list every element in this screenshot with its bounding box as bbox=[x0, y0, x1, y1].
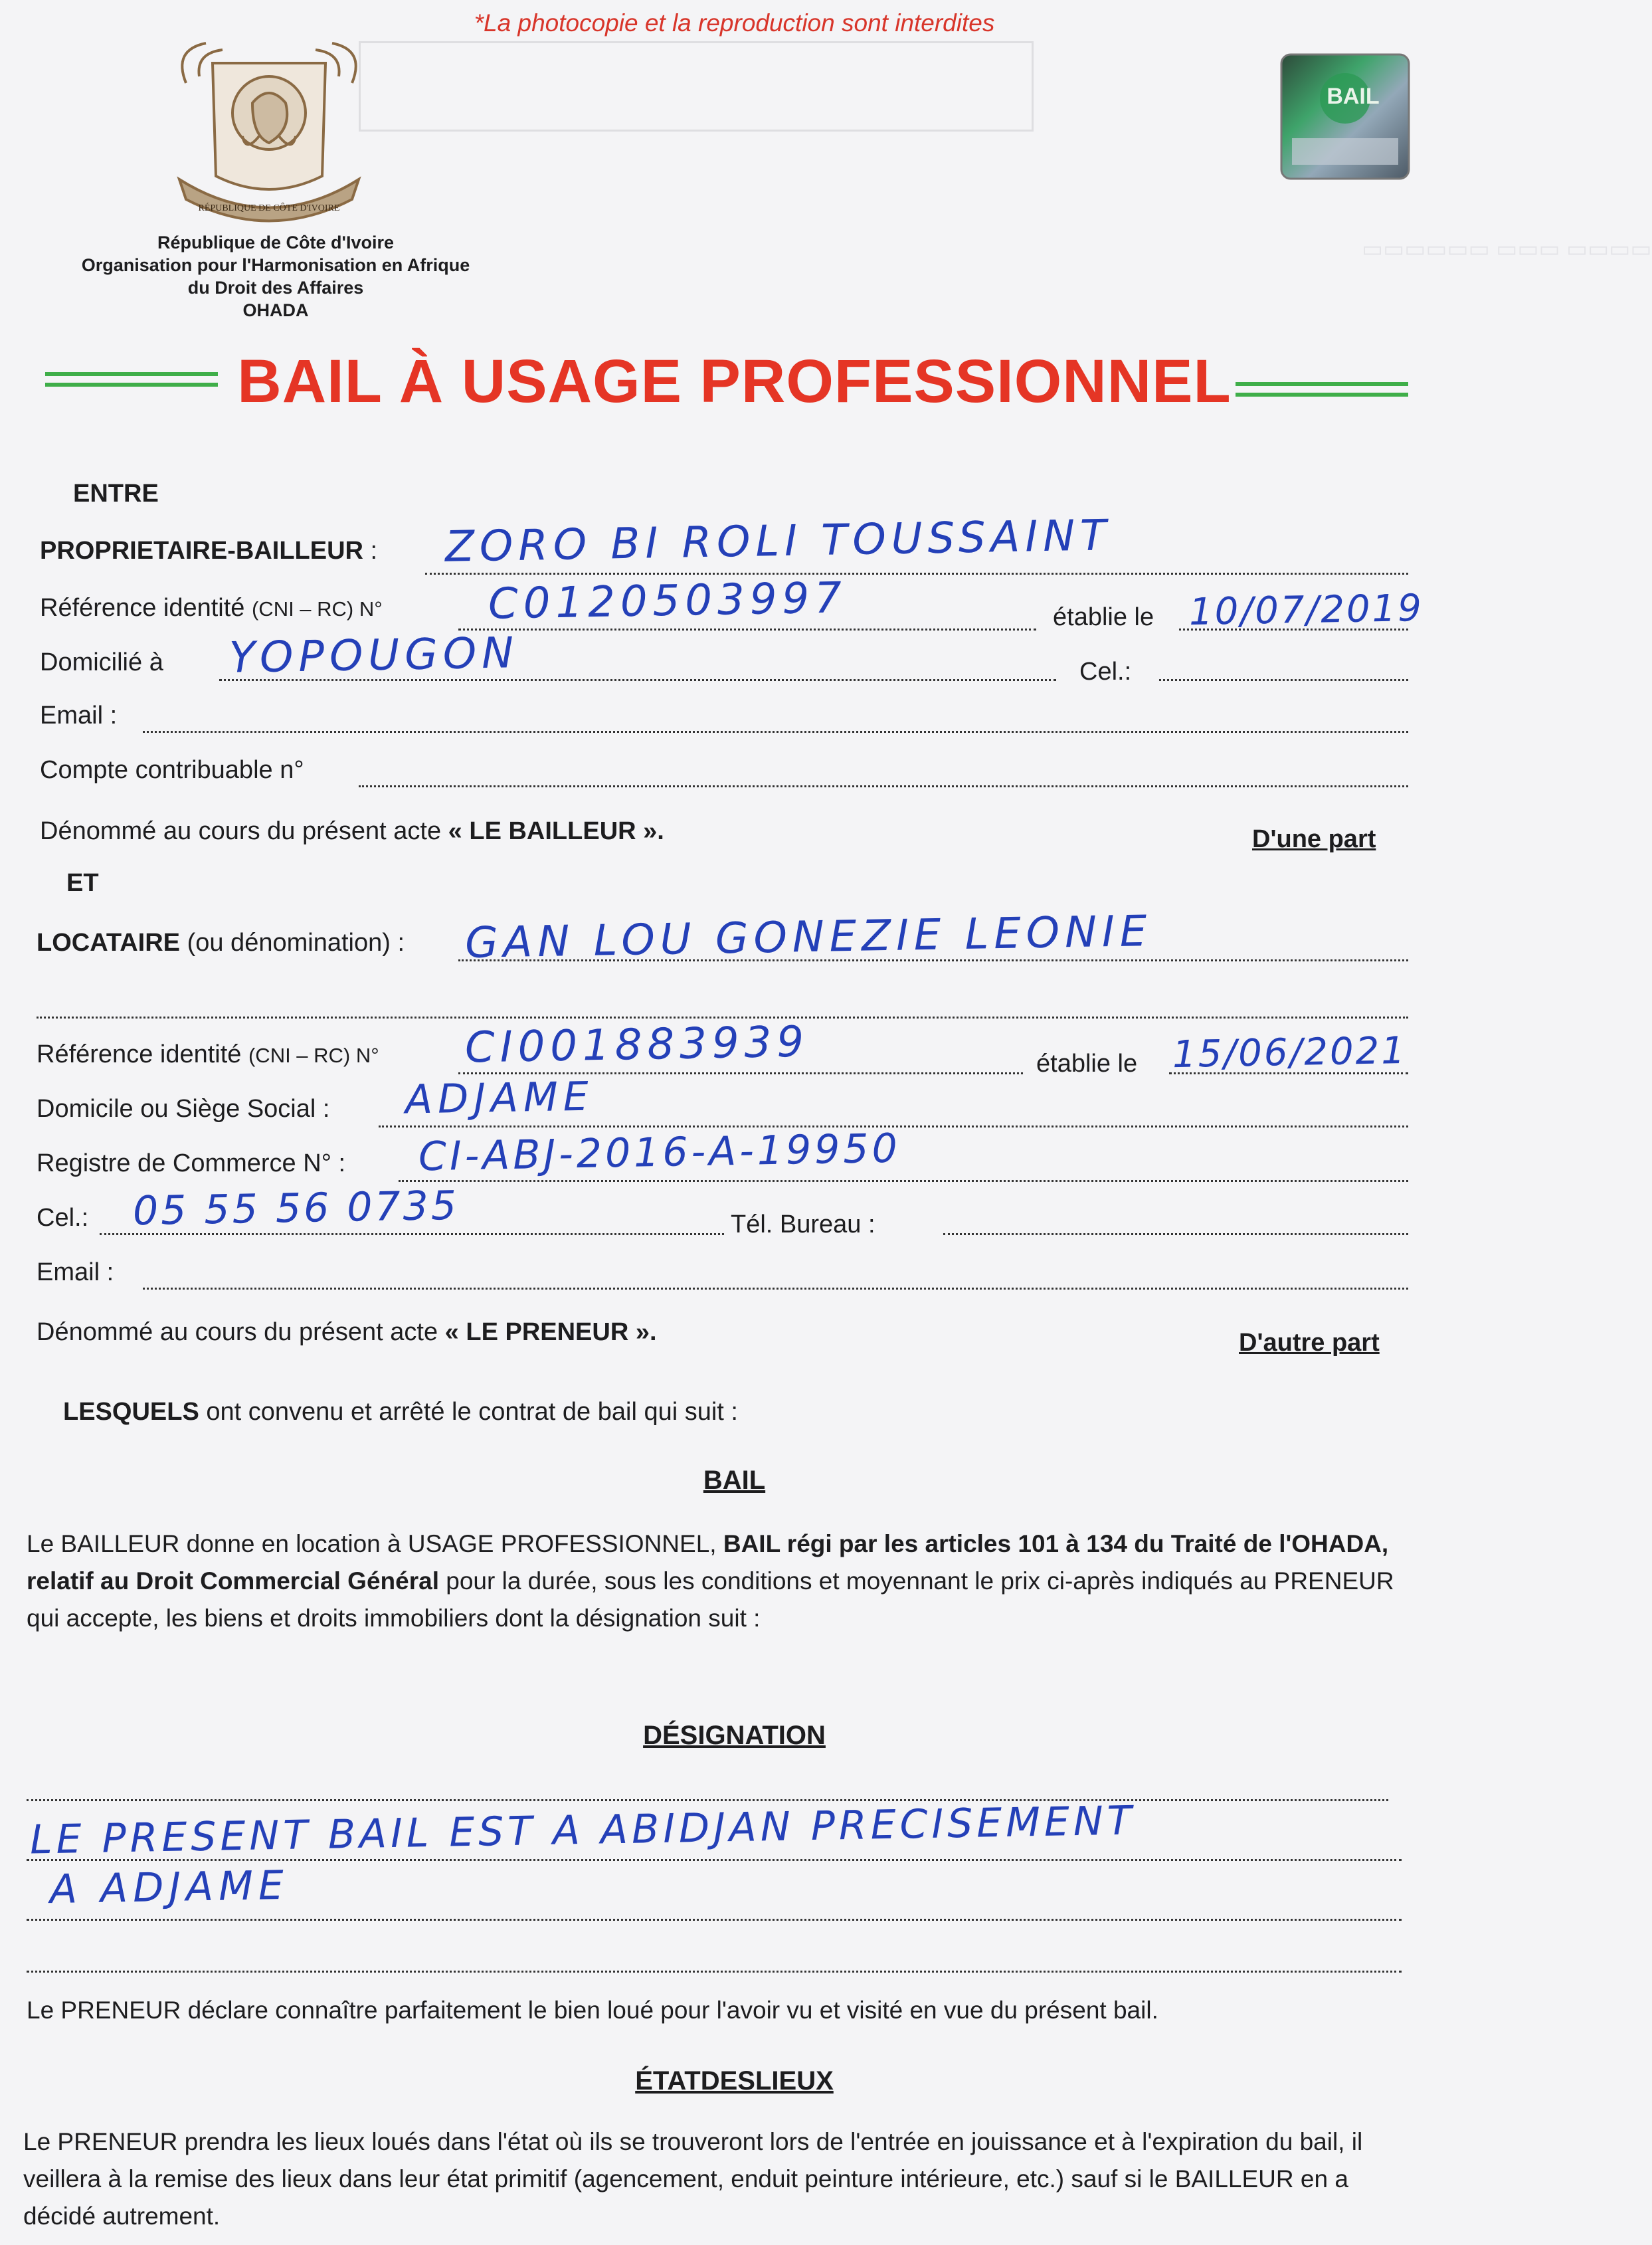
locataire-label-suffix: (ou dénomination) bbox=[187, 929, 391, 957]
bail-p1: Le BAILLEUR donne en location à USAGE PROFESSIONNEL, bbox=[27, 1530, 723, 1557]
org-header bbox=[40, 231, 511, 322]
org-line: du Droit des Affaires bbox=[187, 278, 364, 298]
une-part-tag: D'une part bbox=[1252, 825, 1376, 853]
bail-p1-end: pour la durée, sous les conditions et moyennant le prix ci-après indiqués au PRENEUR qui accepte, les biens et droits immobiliers dont la désignation suit : bbox=[27, 1567, 1394, 1632]
designation-dotted-line-4 bbox=[27, 1971, 1402, 1973]
locataire-value[interactable]: GAN LOU GONEZIE LEONIE bbox=[464, 906, 1152, 969]
tel-bureau-dotted-line bbox=[943, 1233, 1408, 1235]
bailleur-cel-label: Cel.: bbox=[1079, 658, 1132, 686]
owner-value[interactable]: ZORO BI ROLI TOUSSAINT bbox=[444, 511, 1112, 572]
locataire-issued-label: établie le bbox=[1036, 1050, 1138, 1078]
bailleur-denomme-line bbox=[40, 817, 664, 846]
registre-commerce-value[interactable]: CI-ABJ-2016-A-19950 bbox=[418, 1125, 901, 1181]
bailleur-id-field-label bbox=[40, 594, 383, 623]
bailleur-id-value[interactable]: C0120503997 bbox=[488, 573, 848, 629]
locataire-issued-value[interactable]: 15/06/2021 bbox=[1172, 1028, 1408, 1077]
locataire-cel-label: Cel.: bbox=[37, 1204, 89, 1232]
org-line: OHADA bbox=[242, 300, 309, 320]
locataire-denomme-name: « LE PRENEUR ». bbox=[444, 1318, 657, 1346]
bailleur-id-label: Référence identité bbox=[40, 594, 245, 622]
emblem-band-text: RÉPUBLIQUE DE CÔTE D'IVOIRE bbox=[198, 203, 340, 213]
org-line: République de Côte d'Ivoire bbox=[157, 233, 394, 252]
bailleur-id-dotted-line bbox=[458, 629, 1036, 631]
autre-part-tag: D'autre part bbox=[1239, 1329, 1380, 1357]
lesquels-line bbox=[63, 1398, 738, 1426]
bailleur-domicile-label: Domicilié à bbox=[40, 648, 163, 676]
bleed-through-text: ▭▭▭▭ ▭▭▭ ▭▭▭▭▭▭ bbox=[1362, 237, 1652, 262]
lesquels-rest: ont convenu et arrêté le contrat de bail qui suit : bbox=[199, 1398, 738, 1426]
lesquels-bold: LESQUELS bbox=[63, 1398, 199, 1426]
locataire-cel-value[interactable]: 05 55 56 0735 bbox=[132, 1182, 460, 1235]
et-label: ET bbox=[66, 869, 99, 897]
owner-dotted-line bbox=[425, 573, 1408, 575]
bail-paragraph bbox=[27, 1525, 1408, 1637]
document-title: BAIL À USAGE PROFESSIONNEL bbox=[237, 347, 1232, 415]
bleed-through-box bbox=[359, 41, 1034, 132]
locataire-domicile-value[interactable]: ADJAME bbox=[405, 1073, 595, 1123]
locataire-email-label: Email : bbox=[37, 1258, 114, 1286]
etat-des-lieux-text: Le PRENEUR prendra les lieux loués dans l'état où ils se trouveront lors de l'entrée en jouissance et à l'expiration du bail, il veillera à la remise des lieux dans leur état primitif (agencement, enduit peinture intérieure, etc.) sauf si le BAILLEUR en a décidé autrement. bbox=[23, 2128, 1363, 2230]
owner-field-label: PROPRIETAIRE-BAILLEUR : bbox=[40, 537, 378, 565]
locataire-id-hint: (CNI – RC) N° bbox=[248, 1044, 379, 1067]
locataire-domicile-label: Domicile ou Siège Social : bbox=[37, 1095, 330, 1123]
locataire-id-value[interactable]: CI001883939 bbox=[464, 1017, 810, 1073]
locataire-denomme-prefix: Dénommé au cours du présent acte bbox=[37, 1318, 438, 1346]
org-line: Organisation pour l'Harmonisation en Afrique bbox=[81, 255, 470, 275]
bailleur-denomme-name: « LE BAILLEUR ». bbox=[448, 817, 664, 845]
bailleur-denomme-prefix: Dénommé au cours du présent acte bbox=[40, 817, 442, 845]
locataire-field-label: LOCATAIRE (ou dénomination) : bbox=[37, 929, 405, 957]
locataire-id-field-label bbox=[37, 1040, 379, 1069]
compte-contribuable-dotted-line bbox=[359, 785, 1408, 787]
designation-declaration: Le PRENEUR déclare connaître parfaitement le bien loué pour l'avoir vu et visité en vue du présent bail. bbox=[27, 1997, 1158, 2024]
locataire-denomme-line bbox=[37, 1318, 657, 1347]
bailleur-id-hint: (CNI – RC) N° bbox=[251, 597, 383, 621]
designation-hand-line-2[interactable]: A ADJAME bbox=[49, 1862, 290, 1913]
bailleur-issued-value[interactable]: 10/07/2019 bbox=[1188, 586, 1424, 634]
owner-label: PROPRIETAIRE-BAILLEUR bbox=[40, 537, 363, 565]
bail-heading: BAIL bbox=[703, 1466, 766, 1495]
republique-de-cote-divoire-seal-icon bbox=[159, 37, 379, 226]
entre-label: ENTRE bbox=[73, 480, 159, 508]
compte-contribuable-label: Compte contribuable n° bbox=[40, 756, 304, 784]
bailleur-email-dotted-line bbox=[143, 731, 1408, 733]
copy-warning: *La photocopie et la reproduction sont interdites bbox=[474, 9, 995, 37]
locataire-email-dotted-line bbox=[143, 1288, 1408, 1290]
bailleur-issued-label: établie le bbox=[1053, 603, 1154, 631]
registre-commerce-label: Registre de Commerce N° : bbox=[37, 1149, 345, 1177]
bailleur-domicile-value[interactable]: YOPOUGON bbox=[229, 629, 519, 683]
etat-des-lieux-heading: ÉTATDESLIEUX bbox=[635, 2066, 834, 2096]
bail-p1-bold: BAIL régi par les articles 101 à 134 du Traité de l'OHADA, relatif au Droit Commercial Général bbox=[27, 1530, 1389, 1595]
locataire-label: LOCATAIRE bbox=[37, 929, 181, 957]
designation-hand-line-1[interactable]: LE PRESENT BAIL EST A ABIDJAN PRECISEMENT bbox=[29, 1797, 1136, 1864]
designation-heading: DÉSIGNATION bbox=[643, 1721, 826, 1750]
bail-hologram-stamp-icon bbox=[1279, 52, 1412, 181]
tel-bureau-label: Tél. Bureau : bbox=[731, 1211, 875, 1238]
registre-commerce-dotted-line bbox=[399, 1180, 1408, 1182]
stamp-text: BAIL bbox=[1327, 84, 1380, 109]
designation-dotted-line-3 bbox=[27, 1919, 1402, 1921]
locataire-dotted-line-2 bbox=[37, 1017, 1408, 1019]
designation-dotted-line-1 bbox=[27, 1799, 1388, 1801]
bailleur-cel-dotted-line bbox=[1159, 679, 1408, 681]
locataire-id-label: Référence identité bbox=[37, 1040, 242, 1068]
bailleur-email-label: Email : bbox=[40, 702, 118, 730]
